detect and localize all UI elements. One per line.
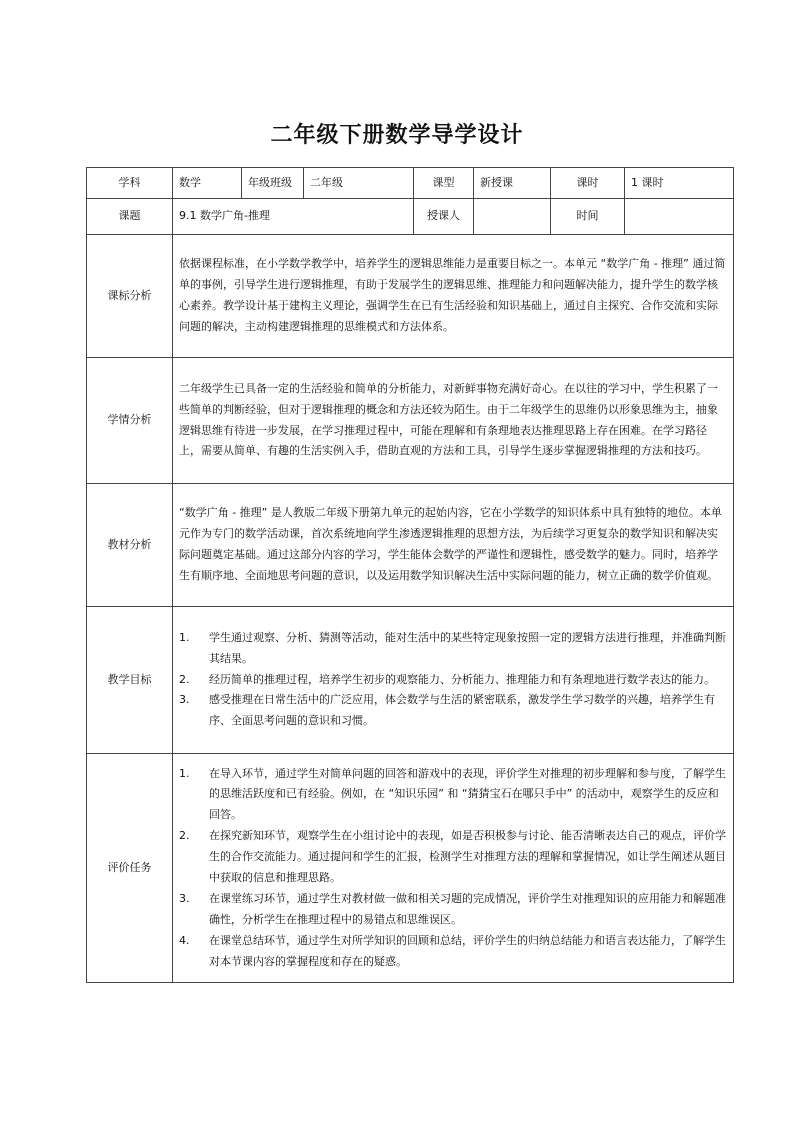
list-item xyxy=(179,931,727,973)
teacher-label: 授课人 xyxy=(414,199,474,235)
item-number: 1. xyxy=(179,630,190,644)
hours-label: 课时 xyxy=(551,168,625,199)
section-curriculum xyxy=(87,235,734,358)
list-item xyxy=(179,690,727,732)
section-text: 二年级学生已具备一定的生活经验和简单的分析能力，对新鲜事物充满好奇心。在以往的学习中，学生积累了一些简单的判断经验，但对于逻辑推理的概念和方法还较为陌生。由于二年级学生的思维仍以形象思维为主，抽象逻辑思维有待进一步发展，在学习推理过程中，可能在理解和有条理地表达推理思路上存在困难。在学习路径上，需要从简单、有趣的生活实例入手，借助直观的方法和工具，引导学生逐步掌握逻辑推理的方法和技巧。 xyxy=(173,358,734,484)
list-item xyxy=(179,826,727,889)
section-material xyxy=(87,484,734,607)
section-text: 依据课程标准，在小学数学教学中，培养学生的逻辑思维能力是重要目标之一。本单元 “数学广角 - 推理” 通过简单的事例，引导学生进行逻辑推理，有助于发展学生的逻辑思维、推理能力和问题解决能力，提升学生的数学核心素养。教学设计基于建构主义理论，强调学生在已有生活经验和知识基础上，通过自主探究、合作交流和实际问题的解决，主动构建逻辑推理的思维模式和方法体系。 xyxy=(173,235,734,358)
subject-value: 数学 xyxy=(173,168,242,199)
section-list-cell xyxy=(173,754,734,983)
section-students xyxy=(87,358,734,484)
item-number: 1. xyxy=(179,766,190,780)
hours-value: 1 课时 xyxy=(625,168,734,199)
item-number: 3. xyxy=(179,891,190,905)
grade-value: 二年级 xyxy=(304,168,414,199)
header-row-1 xyxy=(87,168,734,199)
section-list-cell xyxy=(173,607,734,754)
section-label: 课标分析 xyxy=(87,235,173,358)
item-text: 学生通过观察、分析、猜测等活动，能对生活中的某些特定现象按照一定的逻辑方法进行推理，并准确判断其结果。 xyxy=(209,630,726,665)
section-label: 评价任务 xyxy=(87,754,173,983)
time-label: 时间 xyxy=(551,199,625,235)
list-item xyxy=(179,670,727,691)
teacher-value xyxy=(474,199,551,235)
item-number: 4. xyxy=(179,933,190,947)
item-number: 2. xyxy=(179,829,190,843)
item-text: 在探究新知环节，观察学生在小组讨论中的表现，如是否积极参与讨论、能否清晰表达自己的观点，评价学生的合作交流能力。通过提问和学生的汇报，检测学生对推理方法的理解和掌握情况，如让学生阐述从题目中获取的信息和推理思路。 xyxy=(209,829,726,884)
list-item xyxy=(179,628,727,670)
topic-label: 课题 xyxy=(87,199,173,235)
section-text: “数学广角 - 推理” 是人教版二年级下册第九单元的起始内容，它在小学数学的知识体系中具有独特的地位。本单元作为专门的数学活动课，首次系统地向学生渗透逻辑推理的思想方法，为后续学习更复杂的数学知识和解决实际问题奠定基础。通过这部分内容的学习，学生能体会数学的严谨性和逻辑性，感受数学的魅力。同时，培养学生有顺序地、全面地思考问题的意识，以及运用数学知识解决生活中实际问题的能力，树立正确的数学价值观。 xyxy=(173,484,734,607)
item-text: 在课堂总结环节，通过学生对所学知识的回顾和总结，评价学生的归纳总结能力和语言表达能力，了解学生对本节课内容的掌握程度和存在的疑惑。 xyxy=(209,933,726,968)
time-value xyxy=(625,199,734,235)
section-label: 教学目标 xyxy=(87,607,173,754)
subject-label: 学科 xyxy=(87,168,173,199)
item-number: 3. xyxy=(179,693,190,707)
grade-label: 年级班级 xyxy=(242,168,304,199)
type-label: 课型 xyxy=(414,168,474,199)
list-item xyxy=(179,889,727,931)
item-text: 感受推理在日常生活中的广泛应用，体会数学与生活的紧密联系，激发学生学习数学的兴趣，培养学生有序、全面思考问题的意识和习惯。 xyxy=(209,693,715,728)
section-goals xyxy=(87,607,734,754)
type-value: 新授课 xyxy=(474,168,551,199)
item-number: 2. xyxy=(179,672,190,686)
lesson-plan-table xyxy=(86,167,734,983)
list-item xyxy=(179,764,727,827)
section-evaluation xyxy=(87,754,734,983)
item-text: 在导入环节，通过学生对简单问题的回答和游戏中的表现，评价学生对推理的初步理解和参与度，了解学生的思维活跃度和已有经验。例如，在 “知识乐园” 和 “猜猜宝石在哪只手中” 的活动中，观察学生的反应和回答。 xyxy=(209,766,726,822)
header-row-2 xyxy=(87,199,734,235)
document-title: 二年级下册数学导学设计 xyxy=(270,123,524,148)
section-label: 学情分析 xyxy=(87,358,173,484)
topic-value: 9.1 数学广角-推理 xyxy=(173,199,414,235)
item-text: 在课堂练习环节，通过学生对教材做一做和相关习题的完成情况，评价学生对推理知识的应用能力和解题准确性，分析学生在推理过程中的易错点和思维误区。 xyxy=(209,891,726,926)
item-text: 经历简单的推理过程，培养学生初步的观察能力、分析能力、推理能力和有条理地进行数学表达的能力。 xyxy=(209,672,715,686)
section-label: 教材分析 xyxy=(87,484,173,607)
